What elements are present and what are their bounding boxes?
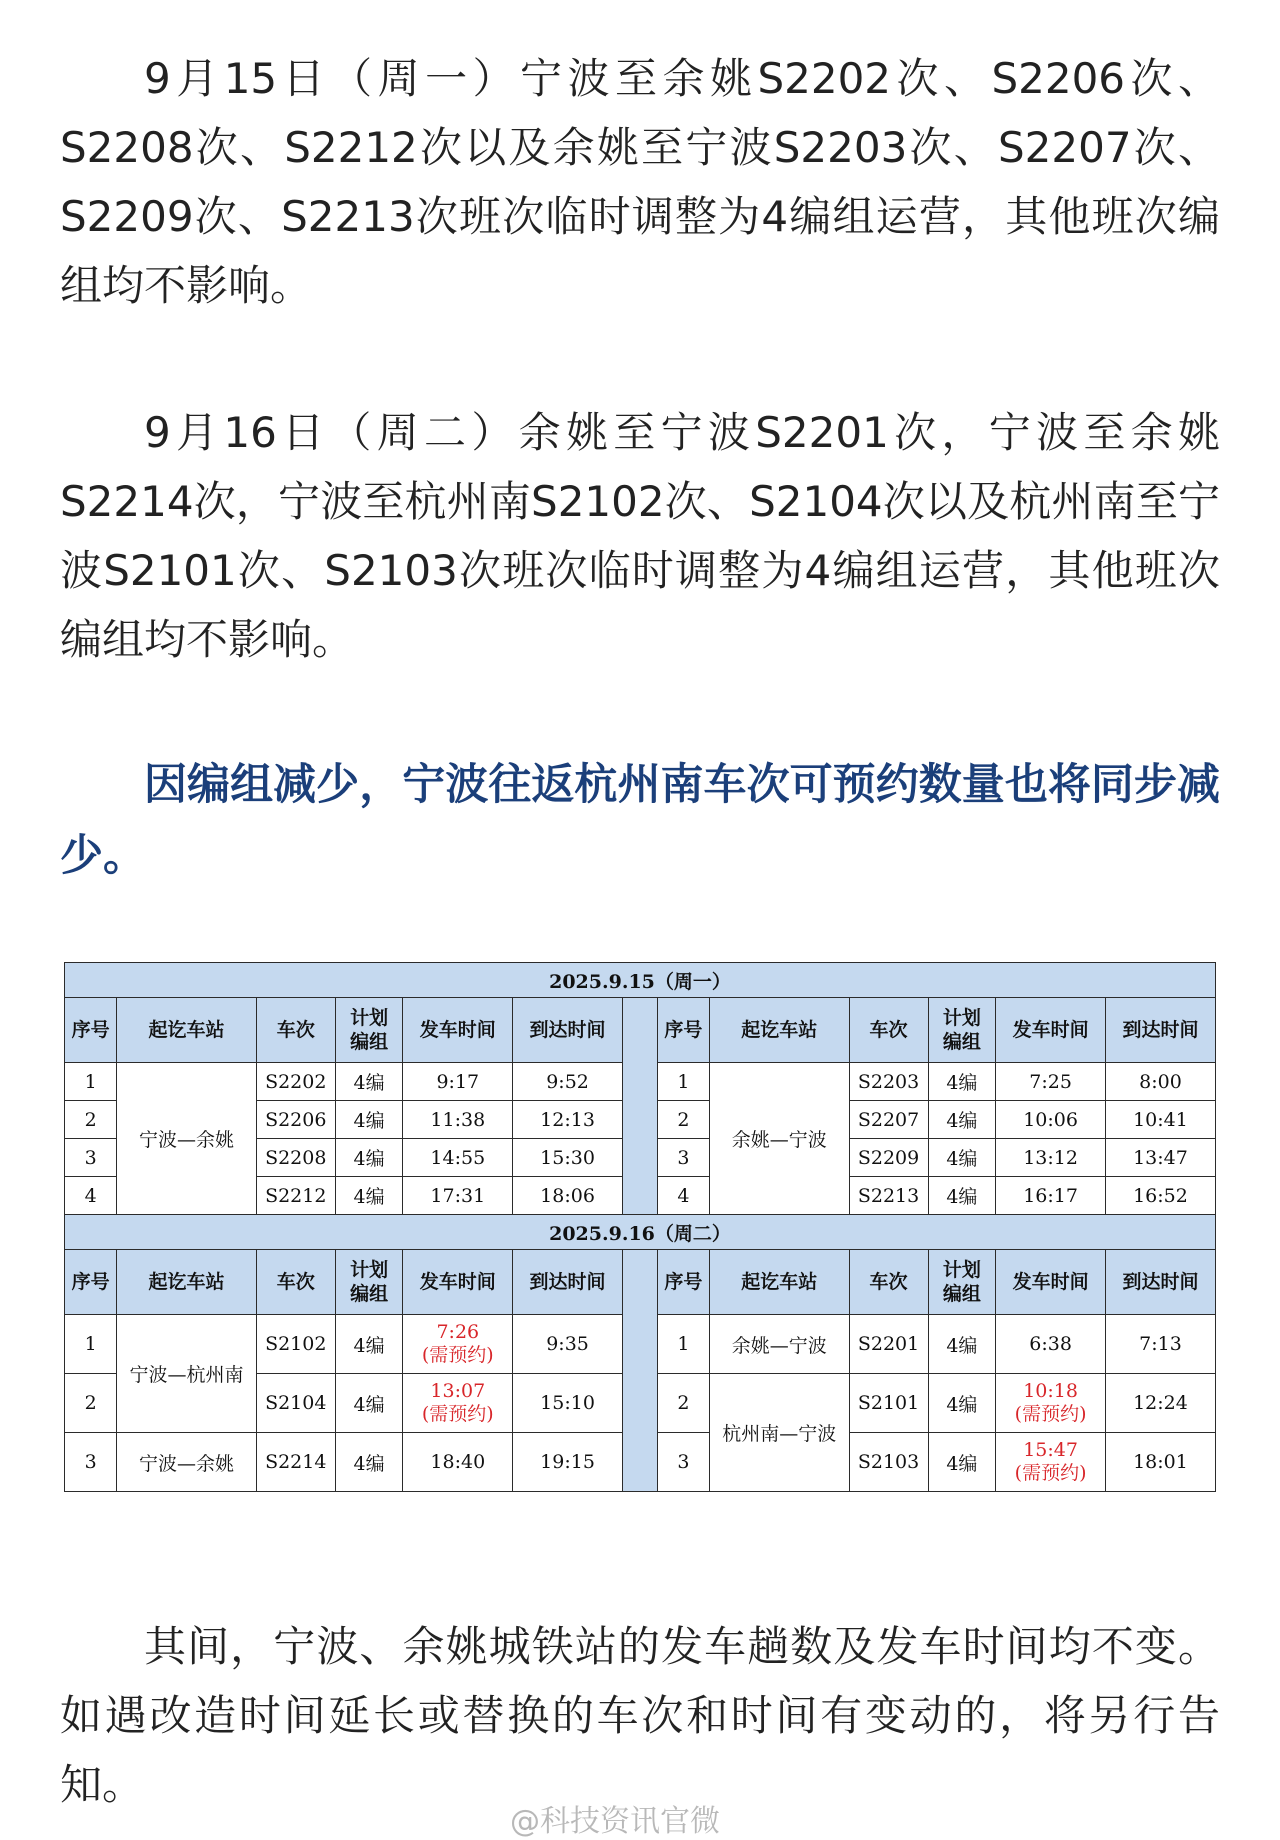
date-row-day1 (65, 963, 1216, 998)
cell-group: 4编 (335, 1315, 403, 1374)
header-seq: 序号 (657, 1250, 709, 1315)
header-arrive: 到达时间 (1105, 998, 1215, 1063)
header-seq: 序号 (65, 1250, 117, 1315)
cell-arrive: 16:52 (1105, 1177, 1215, 1215)
watermark: @科技资讯官微 (510, 1804, 720, 1839)
header-plan-group (928, 1250, 996, 1315)
header-plan: 计划 (350, 1007, 389, 1029)
header-route: 起讫车站 (117, 1250, 256, 1315)
cell-group: 4编 (335, 1177, 403, 1215)
header-train: 车次 (256, 998, 335, 1063)
cell-depart-reserve (403, 1374, 513, 1433)
depart-time: 7:26 (436, 1321, 480, 1343)
header-group: 编组 (942, 1031, 981, 1053)
header-depart: 发车时间 (996, 998, 1106, 1063)
cell-seq: 2 (65, 1101, 117, 1139)
cell-route: 宁波—杭州南 (117, 1315, 256, 1433)
cell-depart: 18:40 (403, 1433, 513, 1492)
paragraph-closing: 其间，宁波、余姚城铁站的发车趟数及发车时间均不变。如遇改造时间延长或替换的车次和时间有变动的，将另行告知。 (60, 1622, 1220, 1809)
cell-group: 4编 (928, 1433, 996, 1492)
header-depart: 发车时间 (403, 1250, 513, 1315)
paragraph-sep15: 9月15日（周一）宁波至余姚S2202次、S2206次、S2208次、S2212次以及余姚至宁波S2203次、S2207次、S2209次、S2213次班次临时调整为4编组运营，其他班次编组均不影响。 (60, 54, 1220, 310)
cell-group: 4编 (335, 1139, 403, 1177)
cell-depart: 16:17 (996, 1177, 1106, 1215)
header-row (65, 998, 1216, 1063)
cell-depart: 17:31 (403, 1177, 513, 1215)
cell-group: 4编 (335, 1101, 403, 1139)
depart-time: 13:07 (430, 1380, 486, 1402)
cell-seq: 4 (657, 1177, 709, 1215)
cell-group: 4编 (928, 1101, 996, 1139)
header-arrive: 到达时间 (513, 1250, 623, 1315)
cell-train: S2214 (256, 1433, 335, 1492)
column-separator (622, 998, 657, 1215)
cell-seq: 1 (65, 1315, 117, 1374)
cell-group: 4编 (928, 1315, 996, 1374)
cell-train: S2103 (849, 1433, 928, 1492)
date-label: 2025.9.15（周一） (65, 963, 1216, 998)
cell-seq: 1 (65, 1063, 117, 1101)
cell-arrive: 8:00 (1105, 1063, 1215, 1101)
cell-arrive: 9:35 (513, 1315, 623, 1374)
cell-depart: 6:38 (996, 1315, 1106, 1374)
paragraph-sep16: 9月16日（周二）余姚至宁波S2201次，宁波至余姚S2214次，宁波至杭州南S2102次、S2104次以及杭州南至宁波S2101次、S2103次班次临时调整为4编组运营，其他班次编组均不影响。 (60, 408, 1220, 664)
reservation-note: (需预约) (421, 1344, 494, 1366)
header-group: 编组 (350, 1283, 389, 1305)
header-row (65, 1250, 1216, 1315)
cell-depart: 9:17 (403, 1063, 513, 1101)
cell-seq: 1 (657, 1315, 709, 1374)
cell-group: 4编 (928, 1139, 996, 1177)
header-arrive: 到达时间 (1105, 1250, 1215, 1315)
cell-group: 4编 (928, 1374, 996, 1433)
cell-route: 余姚—宁波 (710, 1063, 849, 1215)
schedule-table (64, 962, 1216, 1492)
cell-route: 余姚—宁波 (710, 1315, 849, 1374)
cell-arrive: 9:52 (513, 1063, 623, 1101)
header-plan-group (335, 998, 403, 1063)
cell-depart: 10:06 (996, 1101, 1106, 1139)
date-row-day2 (65, 1215, 1216, 1250)
cell-train: S2213 (849, 1177, 928, 1215)
reservation-note: (需预约) (1014, 1462, 1087, 1484)
cell-train: S2209 (849, 1139, 928, 1177)
cell-seq: 2 (657, 1101, 709, 1139)
header-arrive: 到达时间 (513, 998, 623, 1063)
header-plan-group (928, 998, 996, 1063)
header-group: 编组 (350, 1031, 389, 1053)
cell-seq: 3 (657, 1433, 709, 1492)
cell-train: S2201 (849, 1315, 928, 1374)
cell-train: S2104 (256, 1374, 335, 1433)
header-plan-group (335, 1250, 403, 1315)
header-plan: 计划 (942, 1259, 981, 1281)
reservation-note: (需预约) (421, 1403, 494, 1425)
header-depart: 发车时间 (996, 1250, 1106, 1315)
cell-group: 4编 (928, 1177, 996, 1215)
cell-depart-reserve (996, 1374, 1106, 1433)
header-group: 编组 (942, 1283, 981, 1305)
cell-train: S2203 (849, 1063, 928, 1101)
header-plan: 计划 (942, 1007, 981, 1029)
cell-seq: 2 (657, 1374, 709, 1433)
cell-arrive: 19:15 (513, 1433, 623, 1492)
header-seq: 序号 (65, 998, 117, 1063)
header-route: 起讫车站 (710, 1250, 849, 1315)
reservation-note: (需预约) (1014, 1403, 1087, 1425)
header-train: 车次 (256, 1250, 335, 1315)
cell-seq: 2 (65, 1374, 117, 1433)
cell-arrive: 13:47 (1105, 1139, 1215, 1177)
cell-route: 宁波—余姚 (117, 1433, 256, 1492)
cell-train: S2206 (256, 1101, 335, 1139)
header-depart: 发车时间 (403, 998, 513, 1063)
cell-group: 4编 (335, 1433, 403, 1492)
date-label: 2025.9.16（周二） (65, 1215, 1216, 1250)
cell-depart-reserve (996, 1433, 1106, 1492)
cell-arrive: 12:13 (513, 1101, 623, 1139)
cell-seq: 3 (65, 1139, 117, 1177)
cell-arrive: 18:01 (1105, 1433, 1215, 1492)
cell-depart: 14:55 (403, 1139, 513, 1177)
header-route: 起讫车站 (710, 998, 849, 1063)
cell-arrive: 7:13 (1105, 1315, 1215, 1374)
cell-seq: 1 (657, 1063, 709, 1101)
cell-group: 4编 (335, 1063, 403, 1101)
paragraph-reservation-notice: 因编组减少，宁波往返杭州南车次可预约数量也将同步减少。 (60, 760, 1220, 881)
cell-depart: 13:12 (996, 1139, 1106, 1177)
header-train: 车次 (849, 1250, 928, 1315)
header-seq: 序号 (657, 998, 709, 1063)
cell-train: S2202 (256, 1063, 335, 1101)
cell-arrive: 10:41 (1105, 1101, 1215, 1139)
cell-depart-reserve (403, 1315, 513, 1374)
header-plan: 计划 (350, 1259, 389, 1281)
cell-seq: 3 (65, 1433, 117, 1492)
cell-depart: 11:38 (403, 1101, 513, 1139)
cell-depart: 7:25 (996, 1063, 1106, 1101)
cell-train: S2208 (256, 1139, 335, 1177)
depart-time: 15:47 (1023, 1439, 1078, 1461)
cell-group: 4编 (928, 1063, 996, 1101)
depart-time: 10:18 (1023, 1380, 1078, 1402)
cell-seq: 4 (65, 1177, 117, 1215)
cell-route: 杭州南—宁波 (710, 1374, 849, 1492)
cell-arrive: 12:24 (1105, 1374, 1215, 1433)
cell-group: 4编 (335, 1374, 403, 1433)
header-train: 车次 (849, 998, 928, 1063)
cell-train: S2101 (849, 1374, 928, 1433)
cell-train: S2102 (256, 1315, 335, 1374)
cell-arrive: 15:30 (513, 1139, 623, 1177)
column-separator (622, 1250, 657, 1492)
cell-train: S2207 (849, 1101, 928, 1139)
cell-arrive: 18:06 (513, 1177, 623, 1215)
header-route: 起讫车站 (117, 998, 256, 1063)
cell-train: S2212 (256, 1177, 335, 1215)
cell-route: 宁波—余姚 (117, 1063, 256, 1215)
cell-arrive: 15:10 (513, 1374, 623, 1433)
cell-seq: 3 (657, 1139, 709, 1177)
